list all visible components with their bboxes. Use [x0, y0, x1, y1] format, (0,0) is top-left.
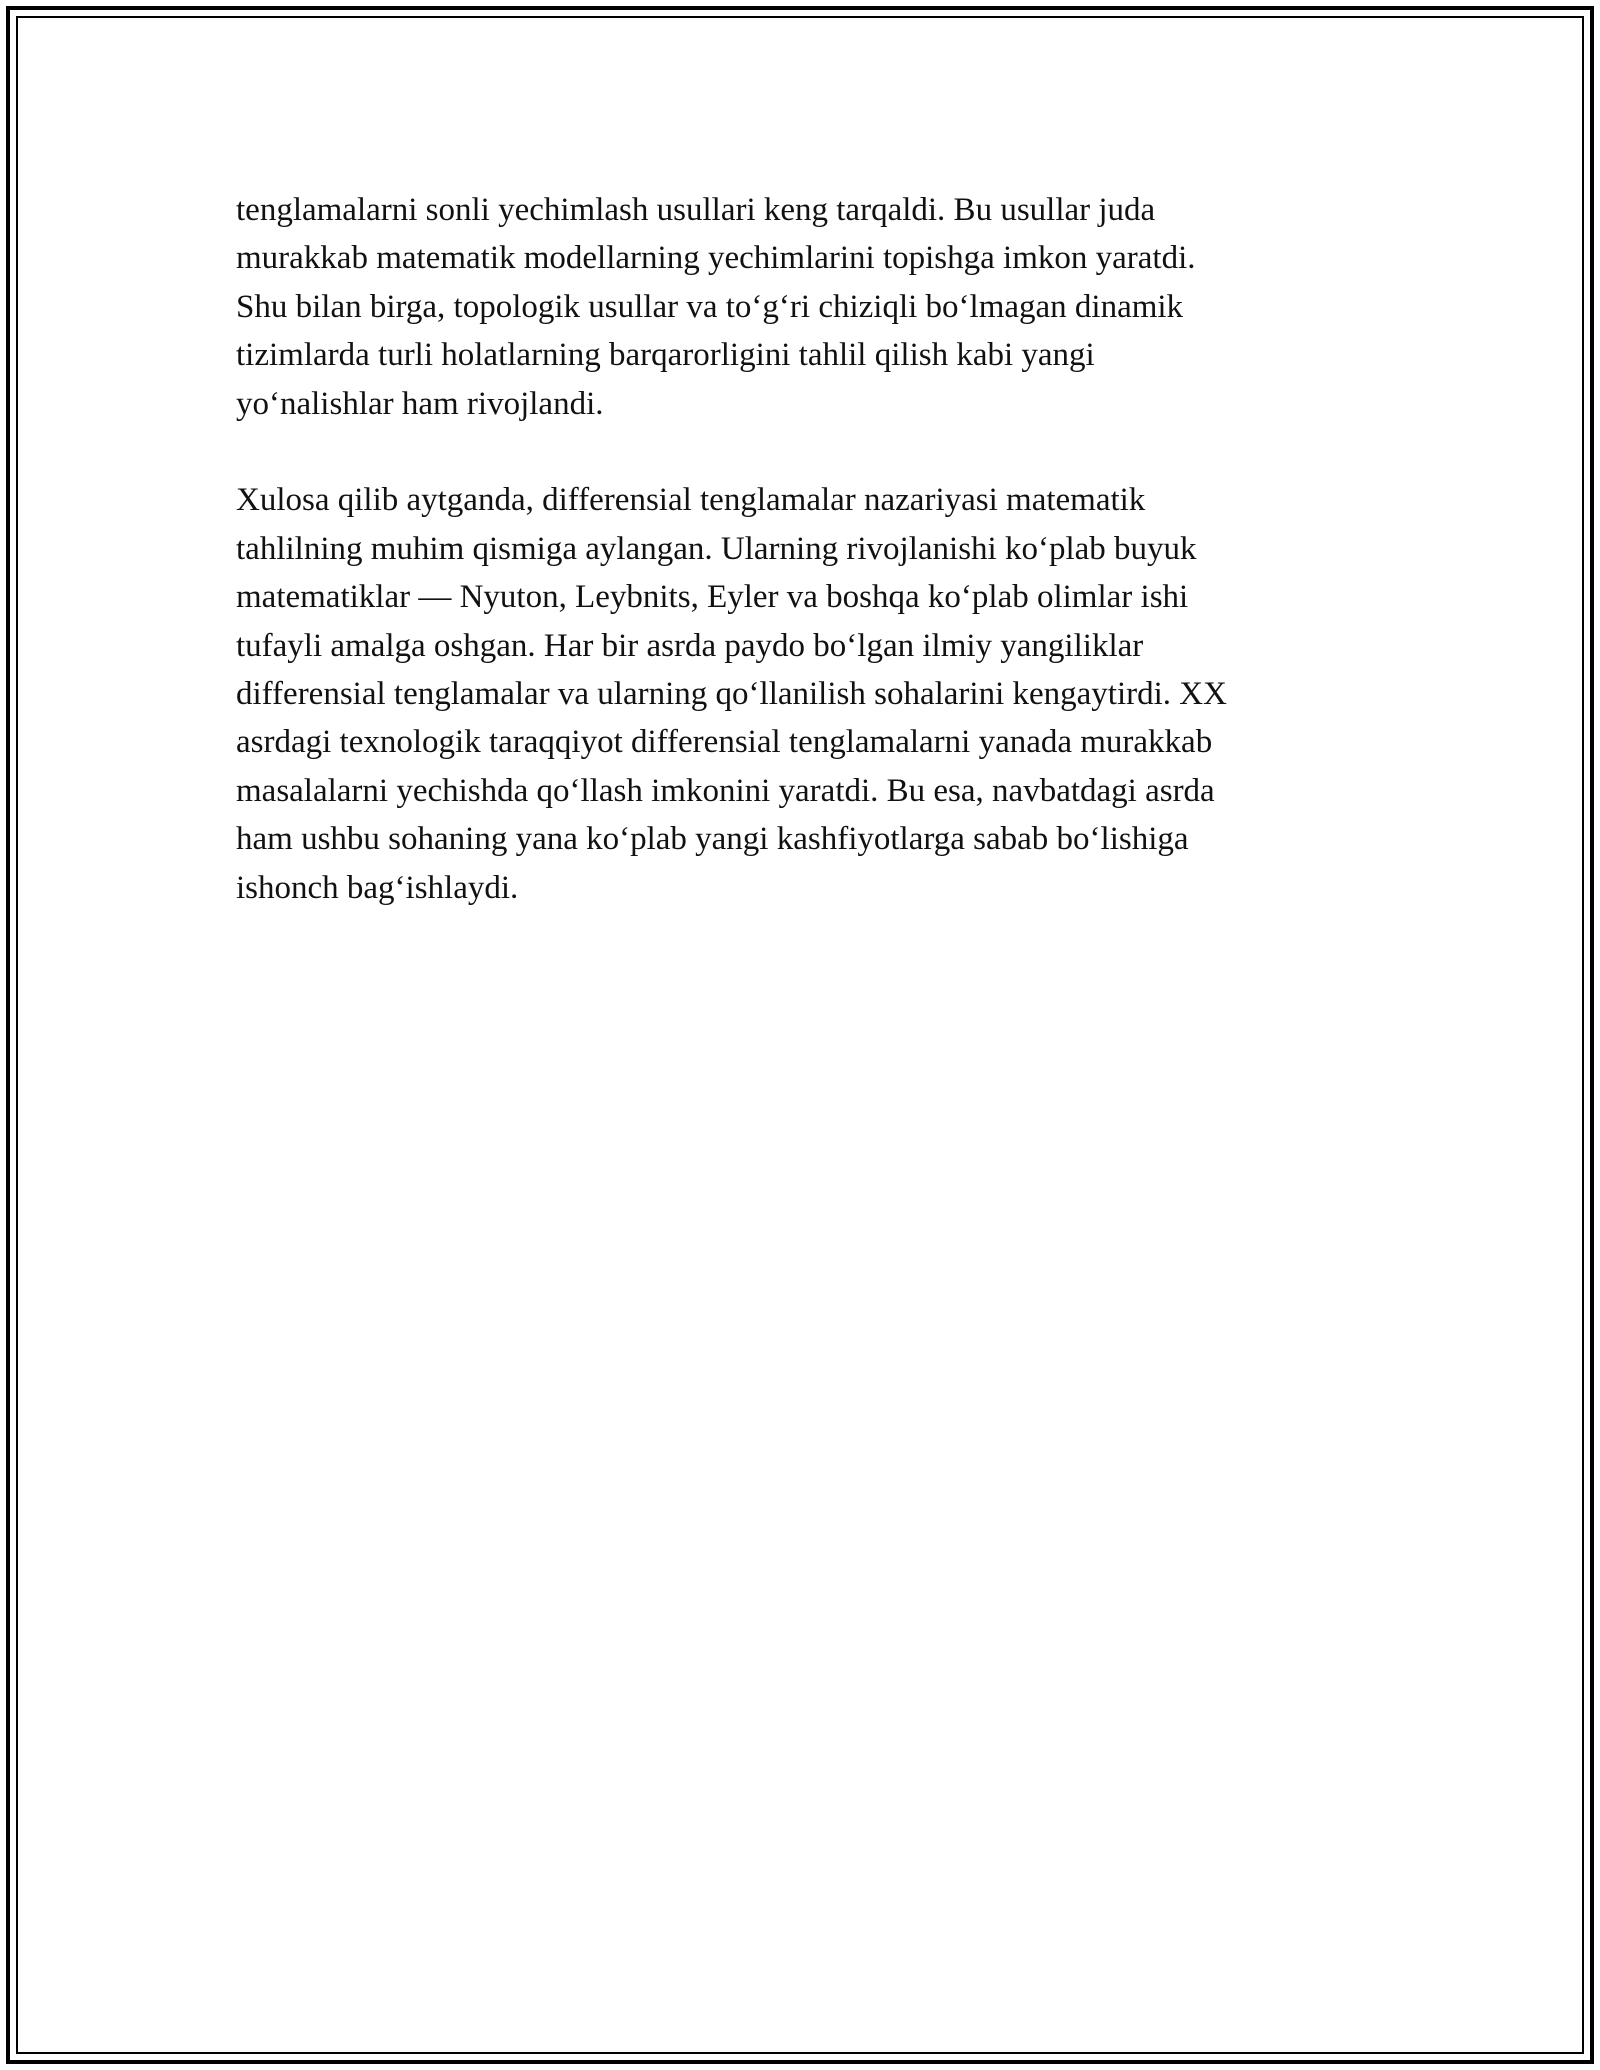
text-line: tizimlarda turli holatlarning barqarorligini tahlil qilish kabi yangi — [236, 337, 1095, 374]
text-line: ishonch bag‘ishlaydi. — [236, 869, 519, 906]
document-body — [236, 186, 1366, 912]
text-line: tufayli amalga oshgan. Har bir asrda paydo bo‘lgan ilmiy yangiliklar — [236, 627, 1144, 664]
text-line: matematiklar — Nyuton, Leybnits, Eyler va boshqa ko‘plab olimlar ishi — [236, 579, 1189, 616]
text-line: tenglamalarni sonli yechimlash usullari keng tarqaldi. Bu usullar juda — [236, 192, 1156, 228]
text-line: murakkab matematik modellarning yechimlarini topishga imkon yaratdi. — [236, 240, 1196, 277]
text-line: differensial tenglamalar va ularning qo‘llanilish sohalarini kengaytirdi. XX — [236, 676, 1227, 713]
text-line: Xulosa qilib aytganda, differensial tenglamalar nazariyasi matematik — [236, 482, 1146, 519]
text-line: masalalarni yechishda qo‘llash imkonini yaratdi. Bu esa, navbatdagi asrda — [236, 772, 1215, 809]
text-line: Shu bilan birga, topologik usullar va to‘g‘ri chiziqli bo‘lmagan dinamik — [236, 288, 1184, 325]
text-line: yo‘nalishlar ham rivojlandi. — [236, 385, 604, 422]
text-line: tahlilning muhim qismiga aylangan. Ularning rivojlanishi ko‘plab buyuk — [236, 530, 1197, 567]
paragraph-1 — [236, 186, 1366, 428]
text-line: ham ushbu sohaning yana ko‘plab yangi kashfiyotlarga sabab bo‘lishiga — [236, 821, 1189, 858]
paragraph-2 — [236, 476, 1366, 912]
text-line: asrdagi texnologik taraqqiyot differensial tenglamalarni yanada murakkab — [236, 724, 1213, 761]
